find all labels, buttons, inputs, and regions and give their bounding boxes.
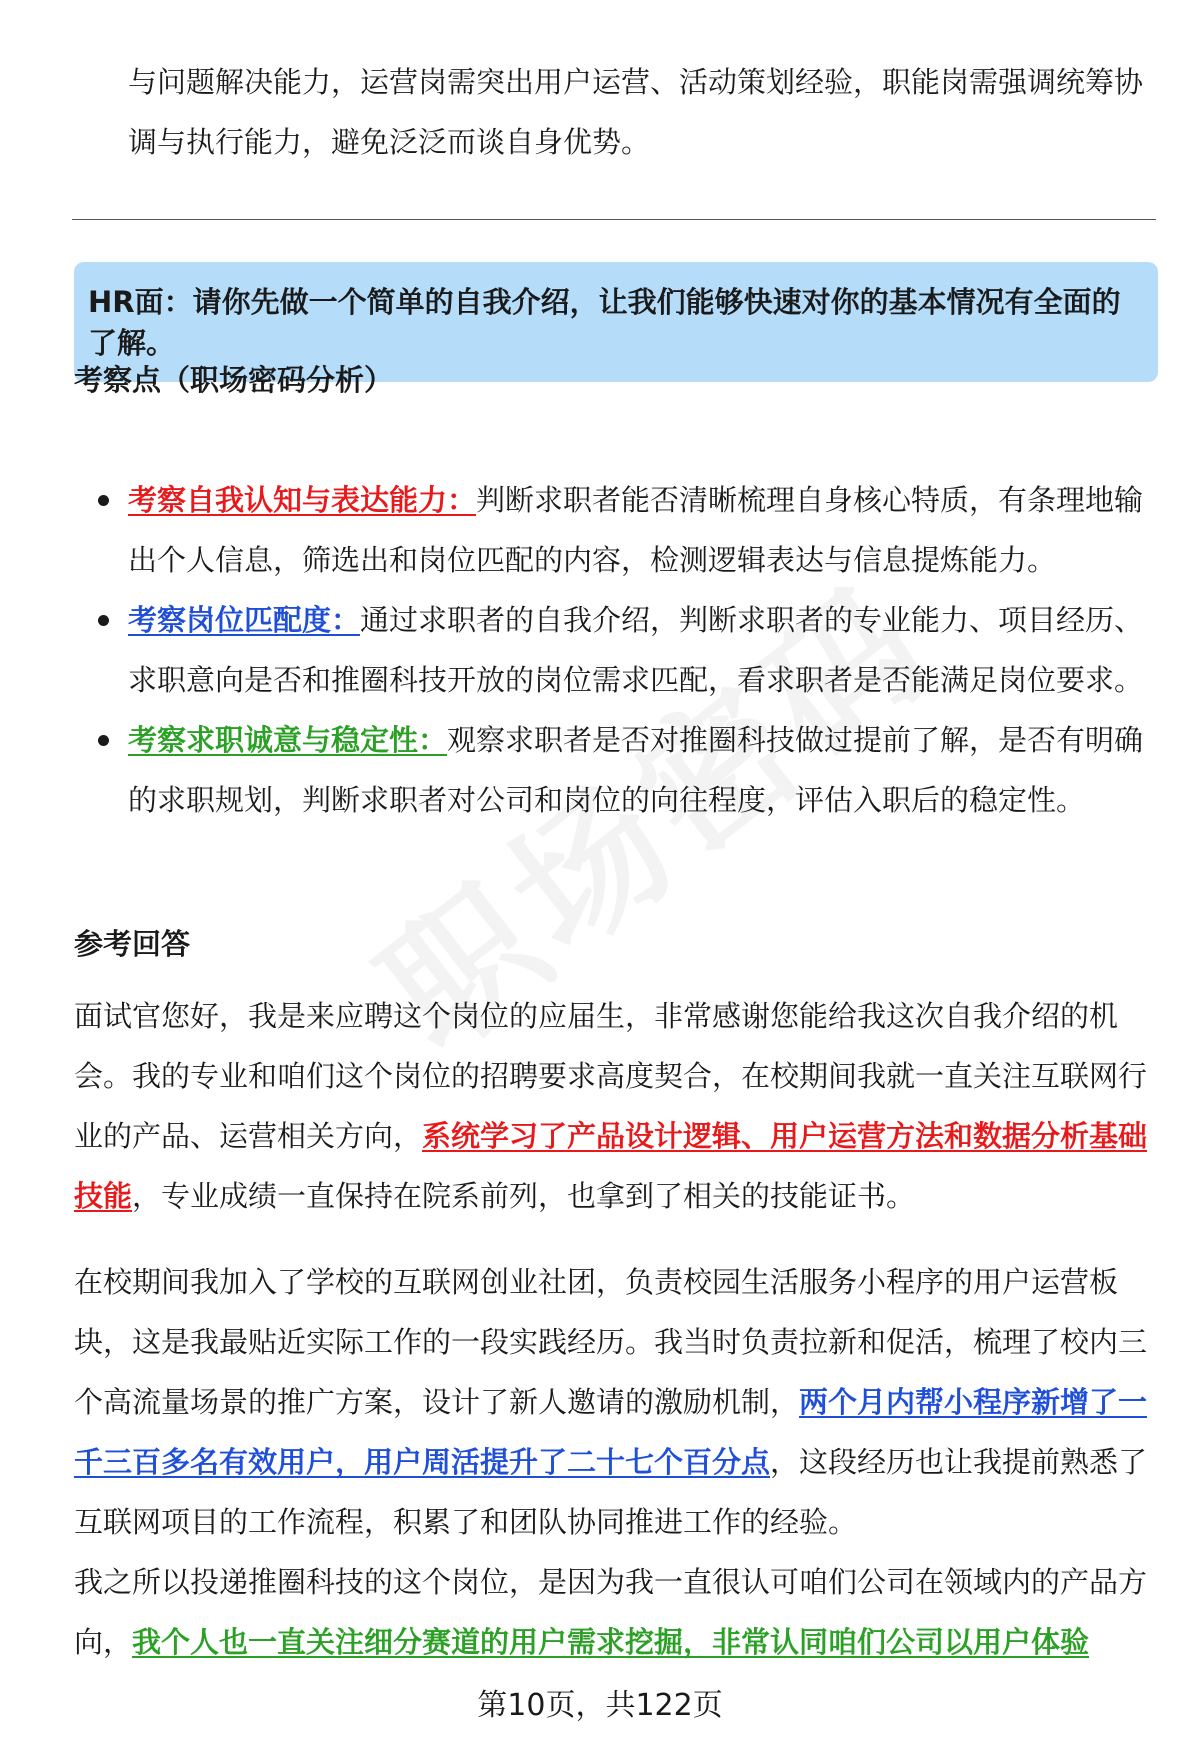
exam-point-item [128,710,1148,830]
exam-point-label: 考察自我认知与表达能力： [128,483,477,517]
answer-paragraph-3 [74,1552,1154,1672]
exam-point-label: 考察岗位匹配度： [128,603,361,637]
exam-point-item [128,590,1148,710]
answer-highlight: 我个人也一直关注细分赛道的用户需求挖掘，非常认同咱们公司以用户体验 [132,1625,1090,1659]
exam-points-list [128,470,1148,830]
answer-text: 面试官您好，我是来应聘这个岗位的应届生，非常感谢您能给我这次自我介绍的机会。我的专业和咱们这个岗位的招聘要求高度契合，在校期间我就一直关注互联网行业的产品、运营相关方向， [74,999,1148,1153]
answer-text: ，专业成绩一直保持在院系前列，也拿到了相关的技能证书。 [132,1179,916,1213]
answer-highlight: 系统学习了产品设计逻辑、用户运营方法和数据分析基础技能 [74,1119,1148,1213]
intro-paragraph: 与问题解决能力，运营岗需突出用户运营、活动策划经验，职能岗需强调统筹协调与执行能力，避免泛泛而谈自身优势。 [128,65,1144,159]
answer-text: 在校期间我加入了学校的互联网创业社团，负责校园生活服务小程序的用户运营板块，这是我最贴近实际工作的一段实践经历。我当时负责拉新和促活，梳理了校内三个高流量场景的推广方案，设计了新人邀请的激励机制， [74,1265,1148,1419]
answer-heading: 参考回答 [74,927,191,961]
answer-text: 我之所以投递推圈科技的这个岗位，是因为我一直很认可咱们公司在领域内的产品方向， [74,1565,1148,1659]
bullet-dot-icon [98,735,109,746]
answer-text: ，这段经历也让我提前熟悉了互联网项目的工作流程，积累了和团队协同推进工作的经验。 [74,1445,1148,1539]
answer-highlight: 两个月内帮小程序新增了一千三百多名有效用户，用户周活提升了二十七个百分点 [74,1385,1148,1479]
answer-paragraph-2 [74,1252,1154,1552]
bullet-dot-icon [98,495,109,506]
question-text: HR面：请你先做一个简单的自我介绍，让我们能够快速对你的基本情况有全面的了解。 [88,285,1121,360]
exam-point-text: 判断求职者能否清晰梳理自身核心特质，有条理地输出个人信息，筛选出和岗位匹配的内容，检测逻辑表达与信息提炼能力。 [128,483,1144,577]
page-number: 第10页，共122页 [477,1688,723,1723]
answer-paragraph-1 [74,986,1154,1226]
section-divider [72,219,1156,220]
exam-point-text: 观察求职者是否对推圈科技做过提前了解，是否有明确的求职规划，判断求职者对公司和岗位的向往程度，评估入职后的稳定性。 [128,723,1144,817]
exam-points-heading: 考察点（职场密码分析） [74,363,394,397]
bullet-dot-icon [98,615,109,626]
exam-point-item [128,470,1148,590]
exam-point-text: 通过求职者的自我介绍，判断求职者的专业能力、项目经历、求职意向是否和推圈科技开放的岗位需求匹配，看求职者是否能满足岗位要求。 [128,603,1144,697]
exam-point-label: 考察求职诚意与稳定性： [128,723,448,757]
